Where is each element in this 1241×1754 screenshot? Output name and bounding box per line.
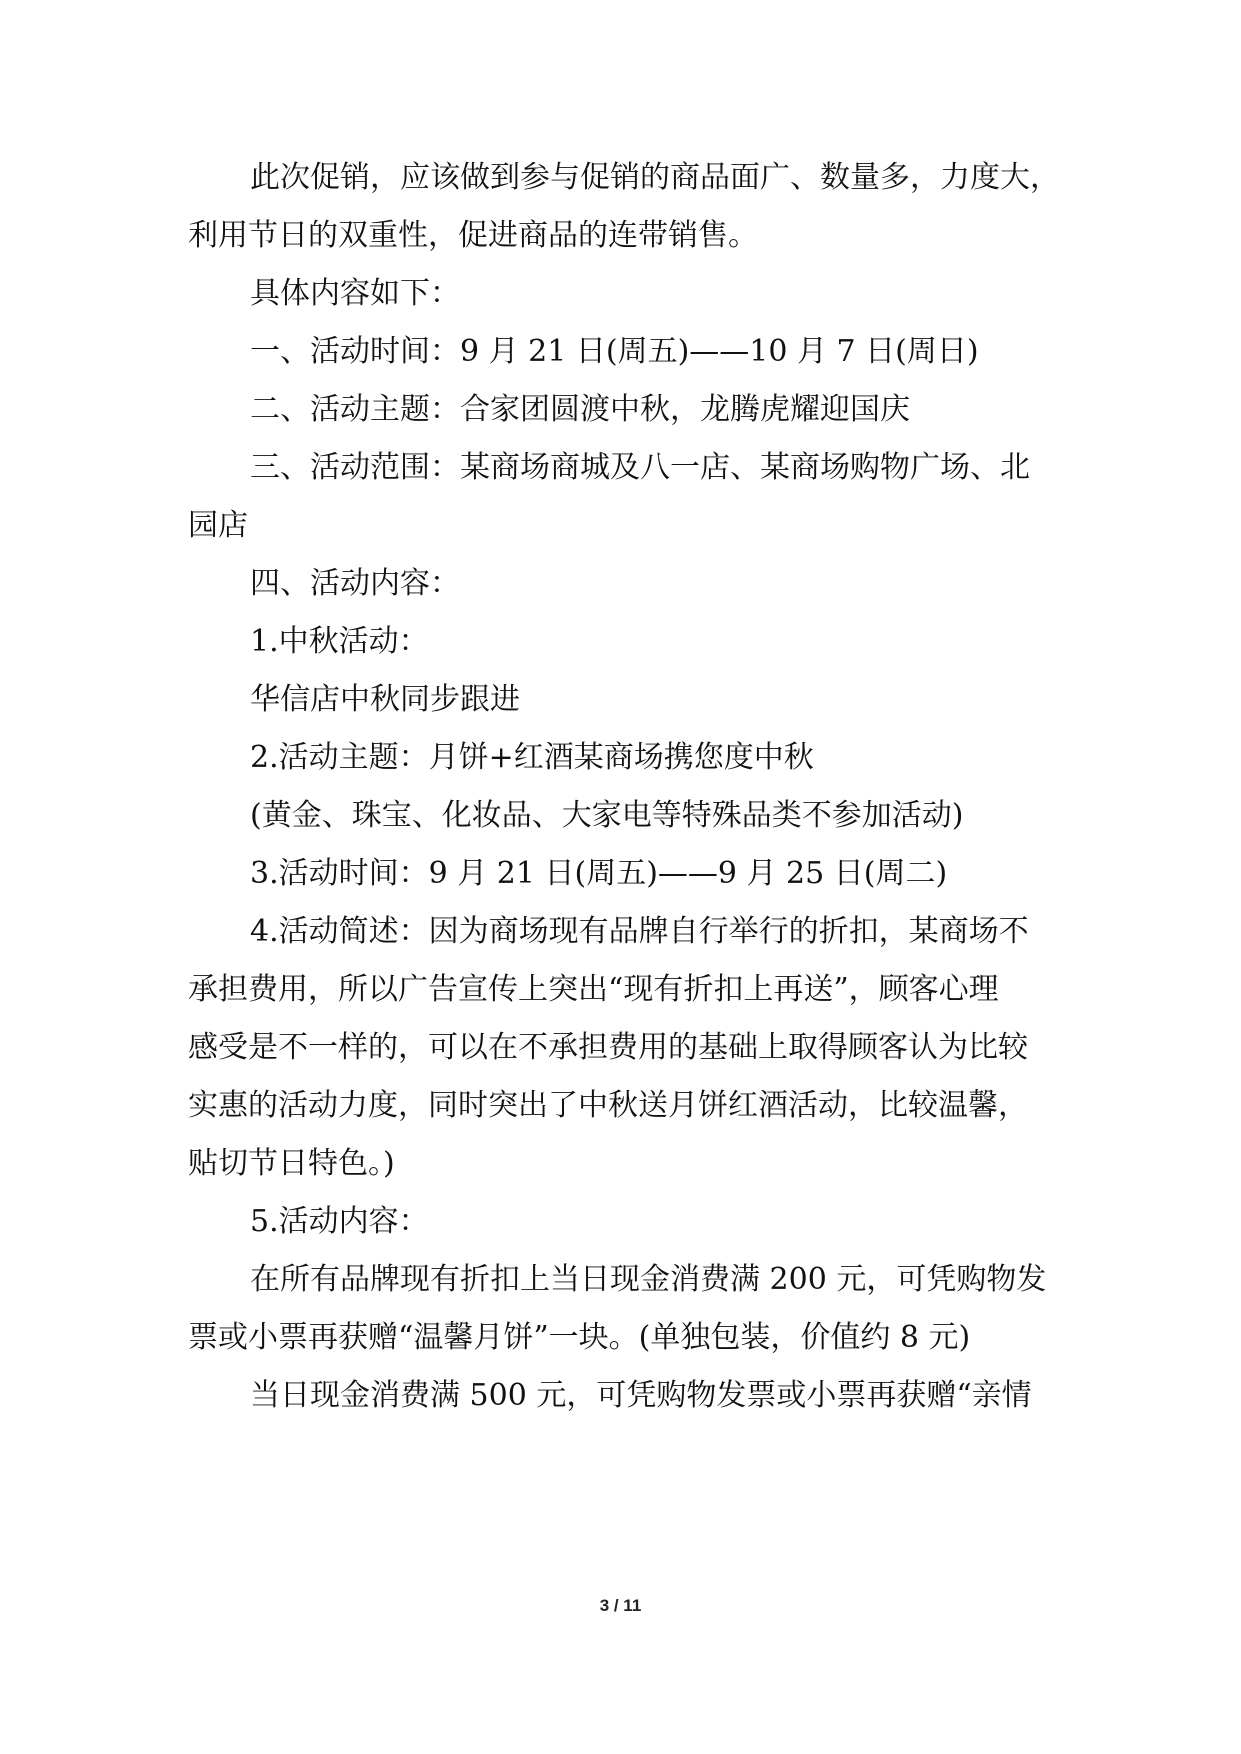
paragraph-line: 华信店中秋同步跟进	[250, 682, 520, 717]
paragraph-line: (黄金、珠宝、化妆品、大家电等特殊品类不参加活动)	[250, 798, 964, 833]
paragraph-line: 票或小票再获赠“温馨月饼”一块。(单独包装，价值约 8 元)	[188, 1320, 971, 1355]
paragraph-line: 4.活动简述：因为商场现有品牌自行举行的折扣，某商场不	[250, 914, 1029, 949]
paragraph-line: 贴切节日特色。)	[188, 1146, 395, 1181]
paragraph-line: 当日现金消费满 500 元，可凭购物发票或小票再获赠“亲情	[250, 1378, 1032, 1413]
paragraph-line: 三、活动范围：某商场商城及八一店、某商场购物广场、北	[250, 450, 1030, 485]
paragraph-line: 2.活动主题：月饼+红酒某商场携您度中秋	[250, 740, 814, 775]
paragraph-line: 在所有品牌现有折扣上当日现金消费满 200 元，可凭购物发	[250, 1262, 1047, 1297]
page-number: 3 / 11	[599, 1596, 642, 1615]
paragraph-line: 实惠的活动力度，同时突出了中秋送月饼红酒活动，比较温馨，	[188, 1088, 1028, 1123]
paragraph-line: 5.活动内容：	[250, 1204, 429, 1239]
paragraph-line: 感受是不一样的，可以在不承担费用的基础上取得顾客认为比较	[188, 1030, 1028, 1065]
paragraph-line: 此次促销，应该做到参与促销的商品面广、数量多，力度大，	[250, 160, 1060, 195]
paragraph-line: 园店	[188, 508, 248, 543]
paragraph-line: 1.中秋活动：	[250, 624, 429, 659]
paragraph-line: 3.活动时间：9 月 21 日(周五)——9 月 25 日(周二)	[250, 856, 948, 891]
paragraph-line: 二、活动主题：合家团圆渡中秋，龙腾虎耀迎国庆	[250, 392, 910, 427]
paragraph-line: 具体内容如下：	[250, 276, 460, 311]
paragraph-line: 四、活动内容：	[250, 566, 460, 601]
paragraph-line: 利用节日的双重性，促进商品的连带销售。	[188, 218, 758, 253]
paragraph-line: 一、活动时间：9 月 21 日(周五)——10 月 7 日(周日)	[250, 334, 979, 369]
paragraph-line: 承担费用，所以广告宣传上突出“现有折扣上再送”，顾客心理	[188, 972, 999, 1007]
